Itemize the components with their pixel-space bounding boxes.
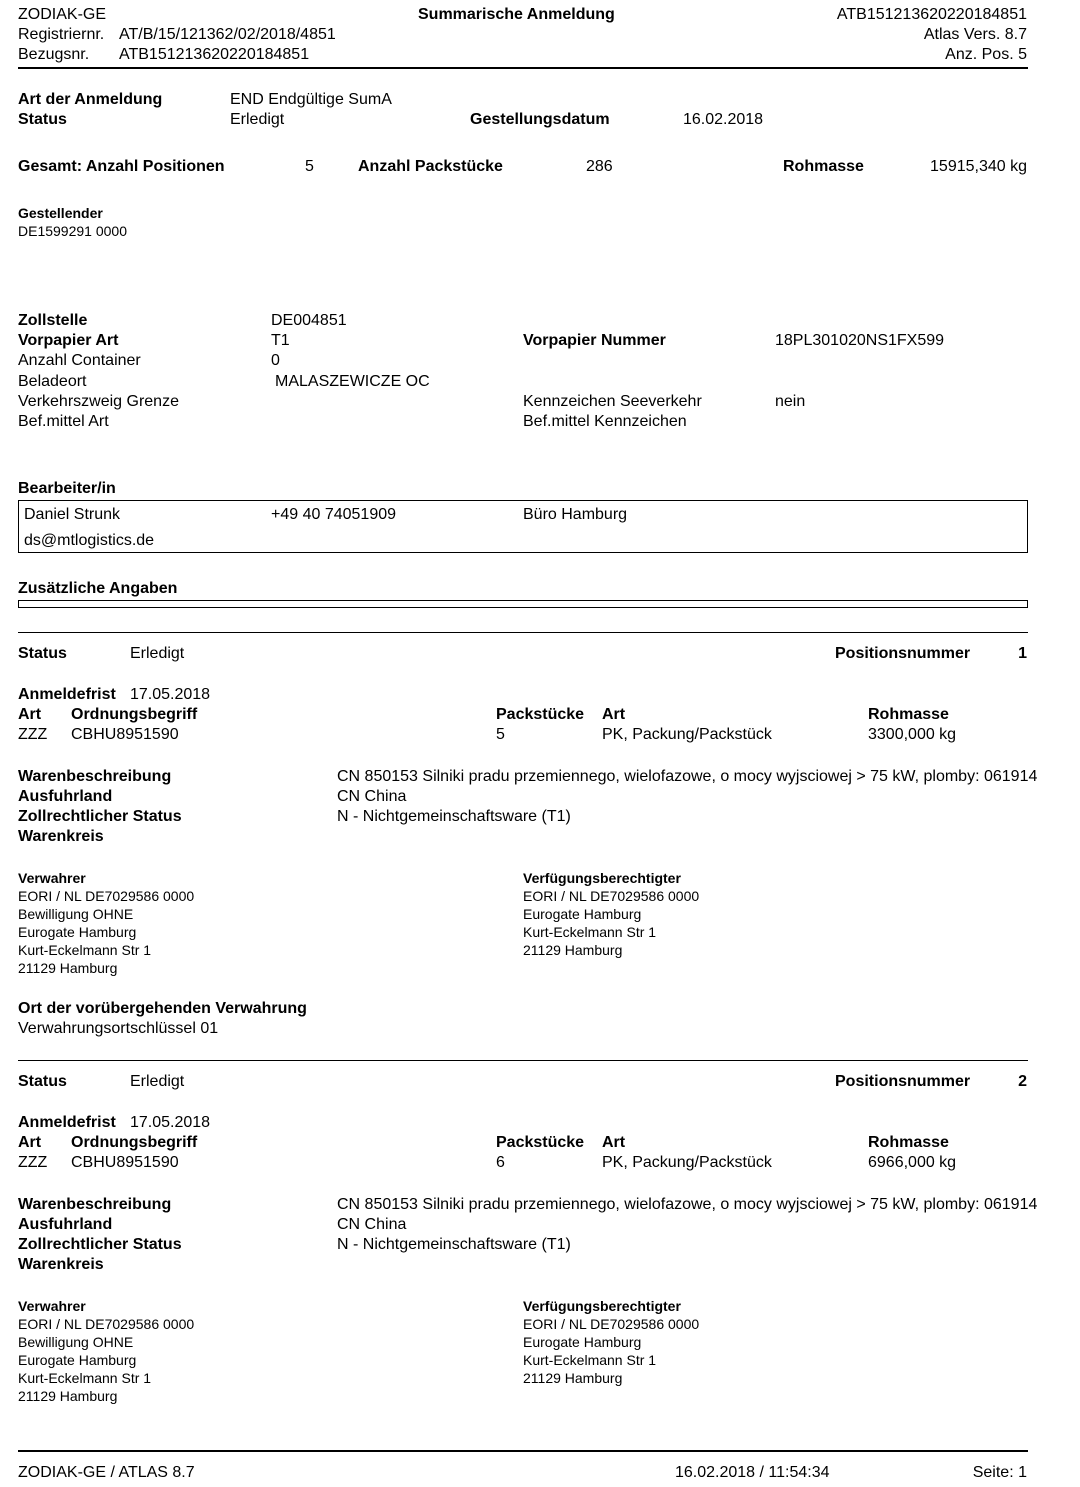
pos2-verwahrer-line: Kurt-Eckelmann Str 1 bbox=[18, 1370, 152, 1386]
footer-timestamp: 16.02.2018 / 11:54:34 bbox=[675, 1464, 830, 1481]
pos2-positionsnummer-value: 2 bbox=[1018, 1073, 1027, 1090]
pos2-anmeldefrist-label: Anmeldefrist bbox=[18, 1114, 116, 1131]
pos2-anmeldefrist-value: 17.05.2018 bbox=[130, 1114, 211, 1131]
pos2-verfuegung-line: EORI / NL DE7029586 0000 bbox=[523, 1316, 700, 1332]
pos1-verfuegung-line: EORI / NL DE7029586 0000 bbox=[523, 888, 700, 904]
zusaetzliche-box bbox=[18, 600, 1028, 608]
art-value: END Endgültige SumA bbox=[230, 91, 392, 108]
pos2-rohmasse-value: 6966,000 kg bbox=[868, 1154, 957, 1171]
seeverkehr-label: Kennzeichen Seeverkehr bbox=[523, 393, 702, 410]
status-label: Status bbox=[18, 111, 67, 128]
pos2-ausfuhrland-label: Ausfuhrland bbox=[18, 1216, 113, 1233]
container-label: Anzahl Container bbox=[18, 352, 141, 369]
seeverkehr-value: nein bbox=[775, 393, 806, 410]
pos1-positionsnummer-value: 1 bbox=[1018, 645, 1027, 662]
bezugsnr-label: Bezugsnr. bbox=[18, 46, 90, 63]
pos1-warenkreis-label: Warenkreis bbox=[18, 828, 104, 845]
pos2-verfuegung-label: Verfügungsberechtigter bbox=[523, 1298, 681, 1314]
pos1-art-value: ZZZ bbox=[18, 726, 48, 743]
registriernr-label: Registriernr. bbox=[18, 26, 105, 43]
vorpapier-nummer-value: 18PL301020NS1FX599 bbox=[775, 332, 945, 349]
rohmasse-label: Rohmasse bbox=[783, 158, 864, 175]
bezugsnr-value: ATB151213620220184851 bbox=[119, 46, 310, 63]
pos1-packart-header: Art bbox=[602, 706, 626, 723]
beladeort-value: MALASZEWICZE OC bbox=[275, 373, 430, 390]
pos2-ordnungsbegriff-value: CBHU8951590 bbox=[71, 1154, 179, 1171]
pos2-verwahrer-line: Bewilligung OHNE bbox=[18, 1334, 134, 1350]
positionen-value: 5 bbox=[305, 158, 314, 175]
pos2-verwahrer-line: 21129 Hamburg bbox=[18, 1388, 118, 1404]
status-value: Erledigt bbox=[230, 111, 285, 128]
pos2-warenbeschreibung-value: CN 850153 Silniki pradu przemiennego, wielofazowe, o mocy wyjsciowej > 75 kW, plomby: 061914 bbox=[337, 1196, 1038, 1213]
positionen-label: Gesamt: Anzahl Positionen bbox=[18, 158, 225, 175]
pos1-ausfuhrland-value: CN China bbox=[337, 788, 407, 805]
zollstelle-label: Zollstelle bbox=[18, 312, 88, 329]
anz-pos: Anz. Pos. 5 bbox=[945, 46, 1027, 63]
pos2-verfuegung-line: Eurogate Hamburg bbox=[523, 1334, 642, 1350]
pos1-verwahrer-line: 21129 Hamburg bbox=[18, 960, 118, 976]
pos2-rohmasse-header: Rohmasse bbox=[868, 1134, 949, 1151]
pos2-zollstatus-label: Zollrechtlicher Status bbox=[18, 1236, 182, 1253]
pos2-art-header: Art bbox=[18, 1134, 42, 1151]
bearbeiter-label: Bearbeiter/in bbox=[18, 480, 116, 497]
pos1-packart-value: PK, Packung/Packstück bbox=[602, 726, 772, 743]
packstuecke-label: Anzahl Packstücke bbox=[358, 158, 503, 175]
registriernr-value: AT/B/15/121362/02/2018/4851 bbox=[119, 26, 336, 43]
packstuecke-value: 286 bbox=[586, 158, 613, 175]
zusaetzliche-label: Zusätzliche Angaben bbox=[18, 580, 178, 597]
pos1-positionsnummer-label: Positionsnummer bbox=[835, 645, 971, 662]
footer-divider bbox=[18, 1450, 1028, 1452]
pos2-warenbeschreibung-label: Warenbeschreibung bbox=[18, 1196, 172, 1213]
vorpapier-art-value: T1 bbox=[271, 332, 290, 349]
pos2-verwahrer-label: Verwahrer bbox=[18, 1298, 86, 1314]
gestellungsdatum-label: Gestellungsdatum bbox=[470, 111, 610, 128]
zollstelle-value: DE004851 bbox=[271, 312, 347, 329]
pos1-rohmasse-header: Rohmasse bbox=[868, 706, 949, 723]
header-divider bbox=[18, 67, 1028, 69]
footer-left: ZODIAK-GE / ATLAS 8.7 bbox=[18, 1464, 195, 1481]
pos1-rohmasse-value: 3300,000 kg bbox=[868, 726, 957, 743]
gestellungsdatum-value: 16.02.2018 bbox=[683, 111, 764, 128]
pos2-verwahrer-line: EORI / NL DE7029586 0000 bbox=[18, 1316, 195, 1332]
pos2-verfuegung-line: Kurt-Eckelmann Str 1 bbox=[523, 1352, 657, 1368]
pos1-verwahrer-line: Bewilligung OHNE bbox=[18, 906, 134, 922]
pos1-anmeldefrist-value: 17.05.2018 bbox=[130, 686, 211, 703]
container-value: 0 bbox=[271, 352, 280, 369]
pos1-anmeldefrist-label: Anmeldefrist bbox=[18, 686, 116, 703]
befmittel-kennzeichen-label: Bef.mittel Kennzeichen bbox=[523, 413, 687, 430]
beladeort-label: Beladeort bbox=[18, 373, 87, 390]
pos1-ort-value: Verwahrungsortschlüssel 01 bbox=[18, 1020, 219, 1037]
document-title: Summarische Anmeldung bbox=[418, 6, 615, 23]
footer-page: Seite: 1 bbox=[972, 1464, 1027, 1481]
pos2-packart-header: Art bbox=[602, 1134, 626, 1151]
pos1-status-label: Status bbox=[18, 645, 67, 662]
pos2-ausfuhrland-value: CN China bbox=[337, 1216, 407, 1233]
pos1-verfuegung-line: 21129 Hamburg bbox=[523, 942, 623, 958]
gestellender-value: DE1599291 0000 bbox=[18, 223, 127, 239]
pos1-verfuegung-line: Eurogate Hamburg bbox=[523, 906, 642, 922]
pos1-ausfuhrland-label: Ausfuhrland bbox=[18, 788, 113, 805]
pos1-zollstatus-label: Zollrechtlicher Status bbox=[18, 808, 182, 825]
pos1-ordnungsbegriff-header: Ordnungsbegriff bbox=[71, 706, 198, 723]
atlas-version: Atlas Vers. 8.7 bbox=[923, 26, 1027, 43]
pos2-verwahrer-line: Eurogate Hamburg bbox=[18, 1352, 137, 1368]
pos2-ordnungsbegriff-header: Ordnungsbegriff bbox=[71, 1134, 198, 1151]
pos1-status-value: Erledigt bbox=[130, 645, 185, 662]
position-1-divider bbox=[18, 632, 1028, 633]
pos2-packstuecke-header: Packstücke bbox=[496, 1134, 585, 1151]
pos2-status-label: Status bbox=[18, 1073, 67, 1090]
rohmasse-value: 15915,340 kg bbox=[930, 158, 1027, 175]
pos1-verfuegung-label: Verfügungsberechtigter bbox=[523, 870, 681, 886]
pos2-status-value: Erledigt bbox=[130, 1073, 185, 1090]
top-reference: ATB151213620220184851 bbox=[836, 6, 1027, 23]
pos1-verfuegung-line: Kurt-Eckelmann Str 1 bbox=[523, 924, 657, 940]
pos2-zollstatus-value: N - Nichtgemeinschaftsware (T1) bbox=[337, 1236, 571, 1253]
pos2-packart-value: PK, Packung/Packstück bbox=[602, 1154, 772, 1171]
pos2-verfuegung-line: 21129 Hamburg bbox=[523, 1370, 623, 1386]
vorpapier-art-label: Vorpapier Art bbox=[18, 332, 119, 349]
bearbeiter-name: Daniel Strunk bbox=[24, 506, 121, 523]
pos1-verwahrer-line: Kurt-Eckelmann Str 1 bbox=[18, 942, 152, 958]
vorpapier-nummer-label: Vorpapier Nummer bbox=[523, 332, 666, 349]
pos1-ordnungsbegriff-value: CBHU8951590 bbox=[71, 726, 179, 743]
app-name: ZODIAK-GE bbox=[18, 6, 107, 23]
pos1-packstuecke-header: Packstücke bbox=[496, 706, 585, 723]
position-2-divider bbox=[18, 1060, 1028, 1061]
pos1-warenbeschreibung-value: CN 850153 Silniki pradu przemiennego, wielofazowe, o mocy wyjsciowej > 75 kW, plomby: 061914 bbox=[337, 768, 1038, 785]
pos1-verwahrer-line: Eurogate Hamburg bbox=[18, 924, 137, 940]
art-label: Art der Anmeldung bbox=[18, 91, 163, 108]
befmittel-art-label: Bef.mittel Art bbox=[18, 413, 109, 430]
pos2-packstuecke-value: 6 bbox=[496, 1154, 505, 1171]
pos1-zollstatus-value: N - Nichtgemeinschaftsware (T1) bbox=[337, 808, 571, 825]
pos1-verwahrer-line: EORI / NL DE7029586 0000 bbox=[18, 888, 195, 904]
pos1-ort-label: Ort der vorübergehenden Verwahrung bbox=[18, 1000, 307, 1017]
pos2-art-value: ZZZ bbox=[18, 1154, 48, 1171]
pos2-positionsnummer-label: Positionsnummer bbox=[835, 1073, 971, 1090]
bearbeiter-email: ds@mtlogistics.de bbox=[24, 532, 155, 549]
verkehrszweig-label: Verkehrszweig Grenze bbox=[18, 393, 179, 410]
gestellender-label: Gestellender bbox=[18, 205, 103, 221]
pos2-warenkreis-label: Warenkreis bbox=[18, 1256, 104, 1273]
pos1-art-header: Art bbox=[18, 706, 42, 723]
pos1-warenbeschreibung-label: Warenbeschreibung bbox=[18, 768, 172, 785]
pos1-packstuecke-value: 5 bbox=[496, 726, 505, 743]
pos1-verwahrer-label: Verwahrer bbox=[18, 870, 86, 886]
bearbeiter-phone: +49 40 74051909 bbox=[271, 506, 397, 523]
bearbeiter-office: Büro Hamburg bbox=[523, 506, 628, 523]
